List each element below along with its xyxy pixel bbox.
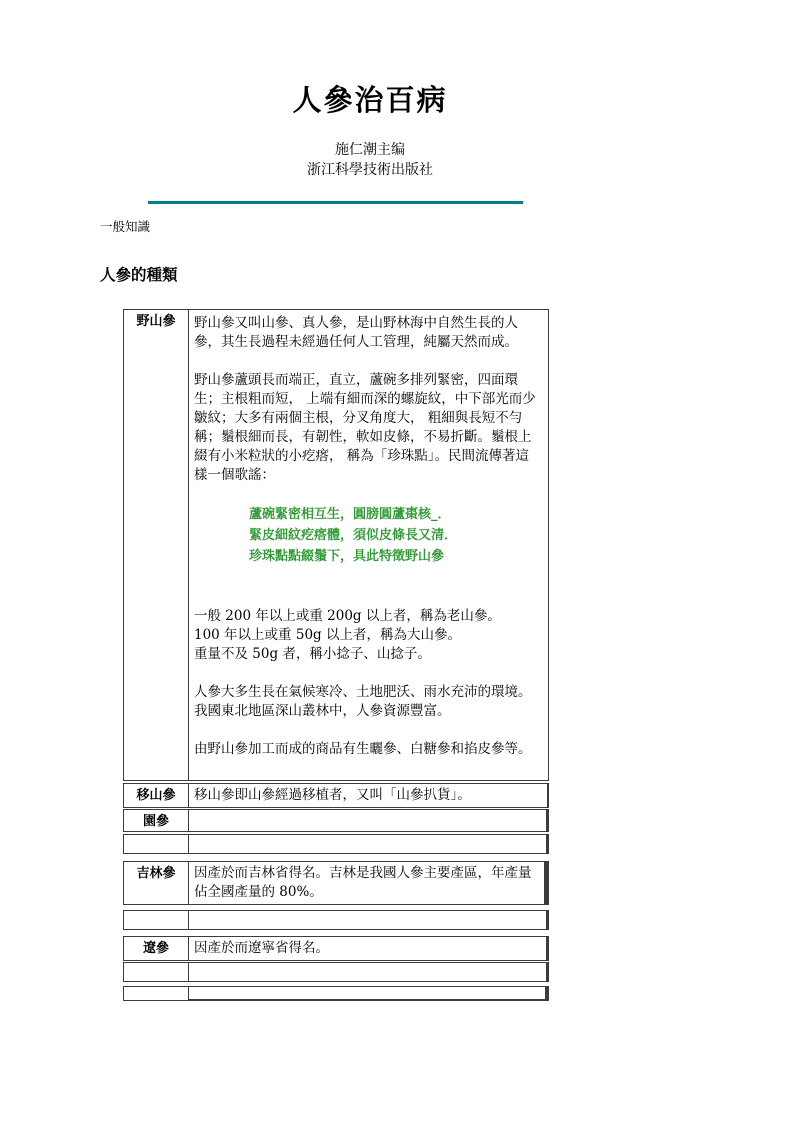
row-content-cell bbox=[188, 309, 549, 781]
folk-rhyme bbox=[249, 504, 542, 567]
publisher-line: 浙江科學技術出版社 bbox=[307, 162, 433, 178]
table-row-empty bbox=[123, 962, 549, 982]
table-row-transplanted-ginseng bbox=[123, 783, 549, 808]
rhyme-line: 珍珠點點綴鬚下，具此特徵野山參 bbox=[249, 549, 445, 564]
row-content-cell bbox=[188, 962, 549, 982]
table-row-empty bbox=[123, 986, 549, 1001]
byline bbox=[100, 140, 640, 180]
row-header-cell: 吉林參 bbox=[123, 861, 189, 905]
table-row-liao-ginseng bbox=[123, 936, 549, 961]
row-header-cell: 移山參 bbox=[123, 783, 189, 808]
table-row-empty bbox=[123, 910, 549, 930]
row-header-cell: 野山參 bbox=[123, 309, 189, 781]
page-title: 人參治百病 bbox=[292, 83, 448, 117]
table-row-jilin-ginseng bbox=[123, 861, 549, 905]
ginseng-types-table bbox=[123, 309, 549, 1001]
row-header-cell bbox=[123, 910, 189, 930]
rhyme-line: 緊皮細紋疙瘩體，須似皮條長又清． bbox=[249, 528, 458, 543]
row-header-cell: 園參 bbox=[123, 809, 189, 832]
paragraph: 野山參蘆頭長而端正，直立，蘆碗多排列緊密，四面環生；主根粗而短， 上端有細而深的螺旋紋，中下部光而少皺紋；大多有兩個主根，分叉角度大， 粗細與長短不勻稱；鬚根細而長，有韌性，軟如皮條，不易折斷。鬚根上綴有小米粒狀的小疙瘩， 稱為「珍珠點」。民間流傳著這樣一個歌謠： bbox=[194, 372, 536, 483]
paragraph: 人參大多生長在氣候寒冷、土地肥沃、雨水充沛的環境。我國東北地區深山叢林中，人參資源豐富。 bbox=[194, 684, 532, 719]
row-content-cell bbox=[188, 809, 549, 832]
grade-line: 重量不及 50g 者，稱小捻子、山捻子。 bbox=[194, 646, 431, 662]
row-header-cell: 遼參 bbox=[123, 936, 189, 961]
divider-rule bbox=[148, 201, 523, 204]
author-line: 施仁潮主编 bbox=[335, 142, 405, 158]
row-header-cell bbox=[123, 986, 189, 1001]
table-row-wild-ginseng bbox=[123, 309, 549, 781]
row-content-cell bbox=[188, 910, 549, 930]
table-row-empty bbox=[123, 834, 549, 854]
section-label: 一般知識 bbox=[100, 219, 151, 234]
row-header-cell bbox=[123, 834, 189, 854]
row-content-cell bbox=[188, 834, 549, 854]
paragraph: 野山參又叫山參、真人參，是山野林海中自然生長的人參，其生長過程未經過任何人工管理，純屬天然而成。 bbox=[194, 315, 518, 350]
grade-line: 100 年以上或重 50g 以上者，稱為大山參。 bbox=[194, 627, 461, 643]
grade-line: 一般 200 年以上或重 200g 以上者，稱為老山參。 bbox=[194, 608, 501, 624]
row-content-cell: 因產於而吉林省得名。吉林是我國人參主要產區，年產量佔全國產量的 80%。 bbox=[188, 861, 549, 905]
row-content-cell: 移山參即山參經過移植者，又叫「山參扒貨」。 bbox=[188, 783, 549, 808]
paragraph: 由野山參加工而成的商品有生曬參、白糖參和掐皮參等。 bbox=[194, 741, 532, 757]
rhyme-line: 蘆碗緊密相互生，圓膀圓蘆棗核_． bbox=[249, 507, 451, 522]
section-heading: 人參的種類 bbox=[100, 265, 178, 284]
row-content-cell bbox=[188, 986, 549, 1001]
table-row-garden-ginseng bbox=[123, 809, 549, 832]
row-header-cell bbox=[123, 962, 189, 982]
row-content-cell: 因產於而遼寧省得名。 bbox=[188, 936, 549, 961]
grade-definitions bbox=[194, 607, 542, 664]
